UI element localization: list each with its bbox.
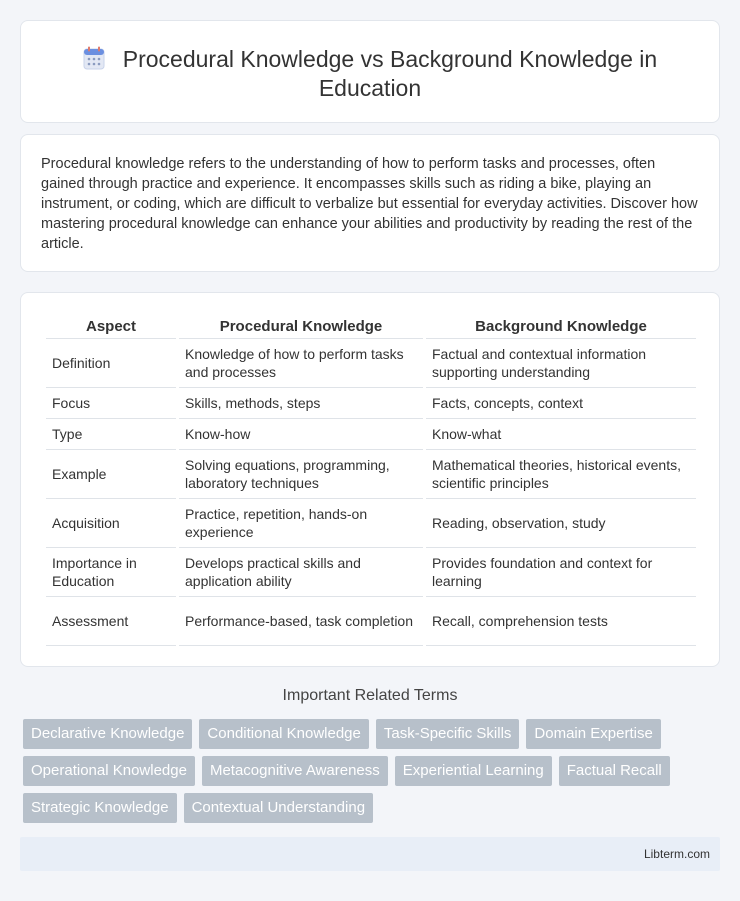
table-cell: Example [46, 450, 176, 499]
related-term-tag[interactable]: Operational Knowledge [23, 756, 195, 786]
table-cell: Recall, comprehension tests [426, 597, 696, 646]
related-term-tag[interactable]: Task-Specific Skills [376, 719, 520, 749]
table-cell: Factual and contextual information supporting understanding [426, 339, 696, 388]
table-cell: Skills, methods, steps [179, 388, 423, 419]
table-cell: Develops practical skills and application ability [179, 548, 423, 597]
intro-card [20, 134, 720, 272]
table-cell: Acquisition [46, 499, 176, 548]
related-term-tag[interactable]: Factual Recall [559, 756, 670, 786]
table-cell: Definition [46, 339, 176, 388]
related-term-tag[interactable]: Declarative Knowledge [23, 719, 192, 749]
table-row [46, 419, 696, 450]
footer [20, 837, 720, 871]
table-cell: Performance-based, task completion [179, 597, 423, 646]
title-card [20, 20, 720, 123]
table-row [46, 499, 696, 548]
page-title-wrap [21, 45, 719, 103]
comparison-table-card [20, 292, 720, 667]
table-cell: Mathematical theories, historical events, scientific principles [426, 450, 696, 499]
table-cell: Know-how [179, 419, 423, 450]
page-title: Procedural Knowledge vs Background Knowledge in Education [122, 46, 658, 101]
table-row [46, 597, 696, 646]
table-row [46, 388, 696, 419]
table-header-row [46, 313, 696, 339]
table-row [46, 339, 696, 388]
table-cell: Knowledge of how to perform tasks and processes [179, 339, 423, 388]
table-row [46, 450, 696, 499]
table-cell: Importance in Education [46, 548, 176, 597]
comparison-table [43, 313, 699, 646]
related-terms-list [23, 719, 723, 823]
table-cell: Know-what [426, 419, 696, 450]
table-cell: Reading, observation, study [426, 499, 696, 548]
intro-paragraph: Procedural knowledge refers to the understanding of how to perform tasks and processes, often gained through practice and experience. It encompasses skills such as riding a bike, playing an instrument, or coding, which are difficult to verbalize but essential for everyday activities. Discover how mastering procedural knowledge can enhance your abilities and productivity by reading the rest of the article. [41, 156, 698, 252]
related-terms-title: Important Related Terms [282, 687, 458, 704]
calendar-icon [83, 46, 105, 70]
related-term-tag[interactable]: Metacognitive Awareness [202, 756, 388, 786]
table-cell: Focus [46, 388, 176, 419]
table-cell: Facts, concepts, context [426, 388, 696, 419]
related-term-tag[interactable]: Contextual Understanding [184, 793, 373, 823]
table-cell: Practice, repetition, hands-on experience [179, 499, 423, 548]
table-cell: Type [46, 419, 176, 450]
table-cell: Assessment [46, 597, 176, 646]
column-header-aspect: Aspect [46, 313, 176, 339]
table-cell: Provides foundation and context for learning [426, 548, 696, 597]
table-row [46, 548, 696, 597]
column-header-background: Background Knowledge [426, 313, 696, 339]
related-term-tag[interactable]: Domain Expertise [526, 719, 660, 749]
footer-site-link[interactable]: Libterm.com [643, 847, 710, 861]
related-term-tag[interactable]: Experiential Learning [395, 756, 552, 786]
related-term-tag[interactable]: Conditional Knowledge [199, 719, 368, 749]
table-cell: Solving equations, programming, laboratory techniques [179, 450, 423, 499]
column-header-procedural: Procedural Knowledge [179, 313, 423, 339]
related-term-tag[interactable]: Strategic Knowledge [23, 793, 177, 823]
